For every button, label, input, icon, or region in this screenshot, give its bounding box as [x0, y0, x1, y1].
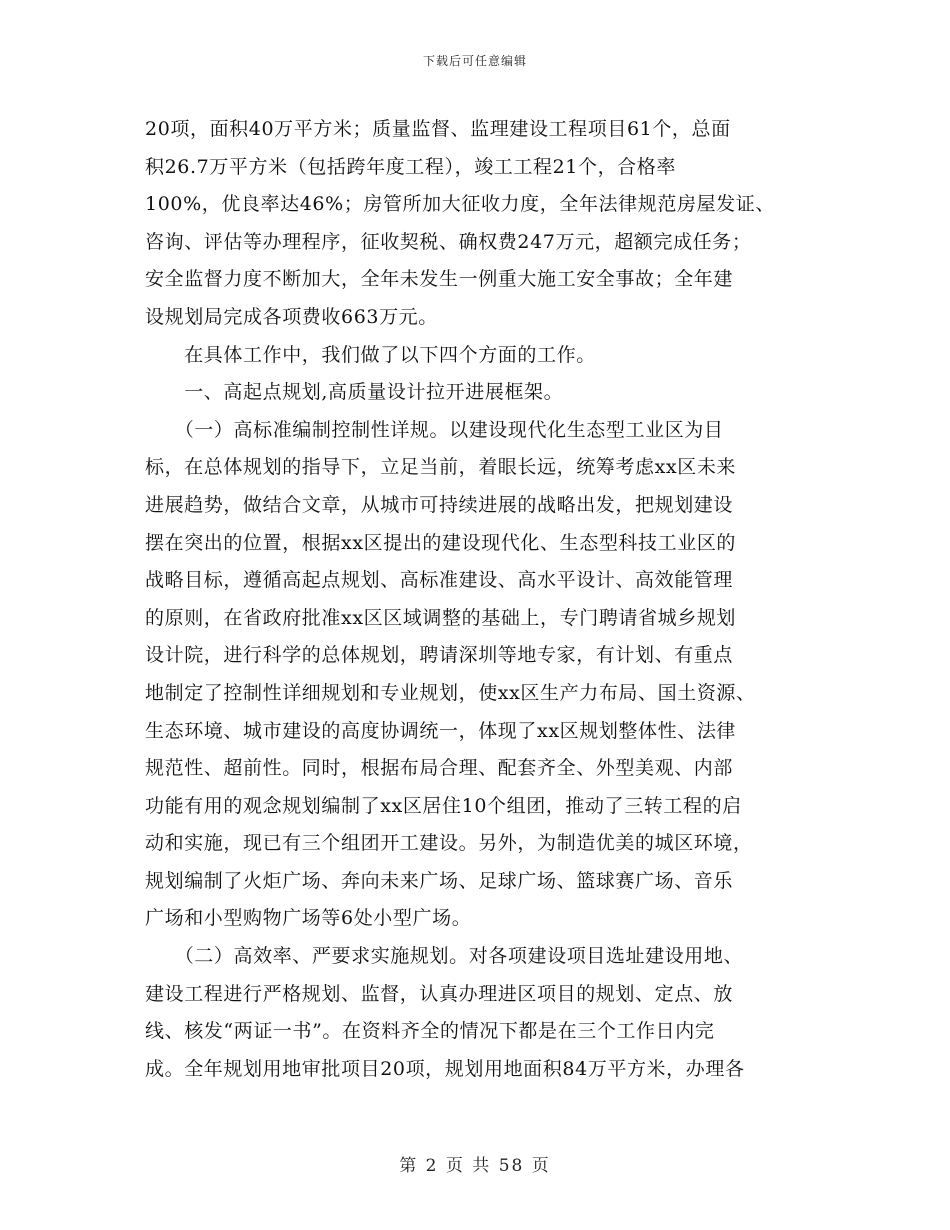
text-line: 的原则，在省政府批准xx区区域调整的基础上，专门聘请省城乡规划 — [145, 606, 737, 629]
page-header: 下载后可任意编辑 — [422, 54, 527, 68]
text-line: 摆在突出的位置，根据xx区提出的建设现代化、生态型科技工业区的 — [145, 531, 737, 554]
document-body — [145, 111, 813, 1088]
text-line: 设计院，进行科学的总体规划，聘请深圳等地专家，有计划、有重点 — [145, 644, 734, 667]
text-line: 地制定了控制性详细规划和专业规划，使xx区生产力布局、国土资源、 — [145, 681, 756, 704]
text-line: 动和实施，现已有三个组团开工建设。另外，为制造优美的城区环境， — [145, 832, 753, 855]
text-line: （一）高标准编制控制性详规。以建设现代化生态型工业区为目 — [145, 418, 724, 441]
text-line: 积26.7万平方米（包括跨年度工程），竣工工程21个，合格率 — [145, 155, 676, 178]
text-line: （二）高效率、严要求实施规划。对各项建设项目选址建设用地、 — [145, 945, 744, 968]
text-line: 安全监督力度不断加大，全年未发生一例重大施工安全事故；全年建 — [145, 268, 734, 291]
text-line: 广场和小型购物广场等6处小型广场。 — [145, 907, 472, 930]
text-line: 设规划局完成各项费收663万元。 — [145, 305, 438, 328]
page-number-footer: 第 2 页 共 58 页 — [399, 1156, 551, 1176]
text-line: 在具体工作中，我们做了以下四个方面的工作。 — [145, 343, 596, 366]
text-line: 20项，面积40万平方米；质量监督、监理建设工程项目61个，总面 — [145, 118, 731, 140]
text-line: 战略目标，遵循高起点规划、高标准建设、高水平设计、高效能管理 — [145, 569, 734, 592]
text-line: 进展趋势，做结合文章，从城市可持续进展的战略出发，把规划建设 — [145, 493, 734, 516]
text-line: 咨询、评估等办理程序，征收契税、确权费247万元，超额完成任务； — [145, 230, 752, 253]
text-line: 规范性、超前性。同时，根据布局合理、配套齐全、外型美观、内部 — [145, 757, 734, 780]
text-line: 成。全年规划用地审批项目20项，规划用地面积84万平方米，办理各 — [145, 1057, 745, 1080]
text-line: 生态环境、城市建设的高度协调统一，体现了xx区规划整体性、法律 — [145, 719, 737, 742]
section-heading: 一、高起点规划,高质量设计拉开进展框架。 — [145, 381, 564, 404]
text-line: 功能有用的观念规划编制了xx区居住10个组团，推动了三转工程的启 — [145, 794, 742, 817]
text-line: 100%，优良率达46%；房管所加大征收力度，全年法律规范房屋发证、 — [145, 193, 775, 216]
text-line: 标，在总体规划的指导下，立足当前，着眼长远，统筹考虑xx区未来 — [145, 456, 737, 479]
text-line: 规划编制了火炬广场、奔向未来广场、足球广场、篮球赛广场、音乐 — [145, 869, 734, 892]
text-line: 建设工程进行严格规划、监督，认真办理进区项目的规划、定点、放 — [145, 982, 734, 1005]
text-line: 线、核发“两证一书”。在资料齐全的情况下都是在三个工作日内完 — [145, 1020, 715, 1043]
